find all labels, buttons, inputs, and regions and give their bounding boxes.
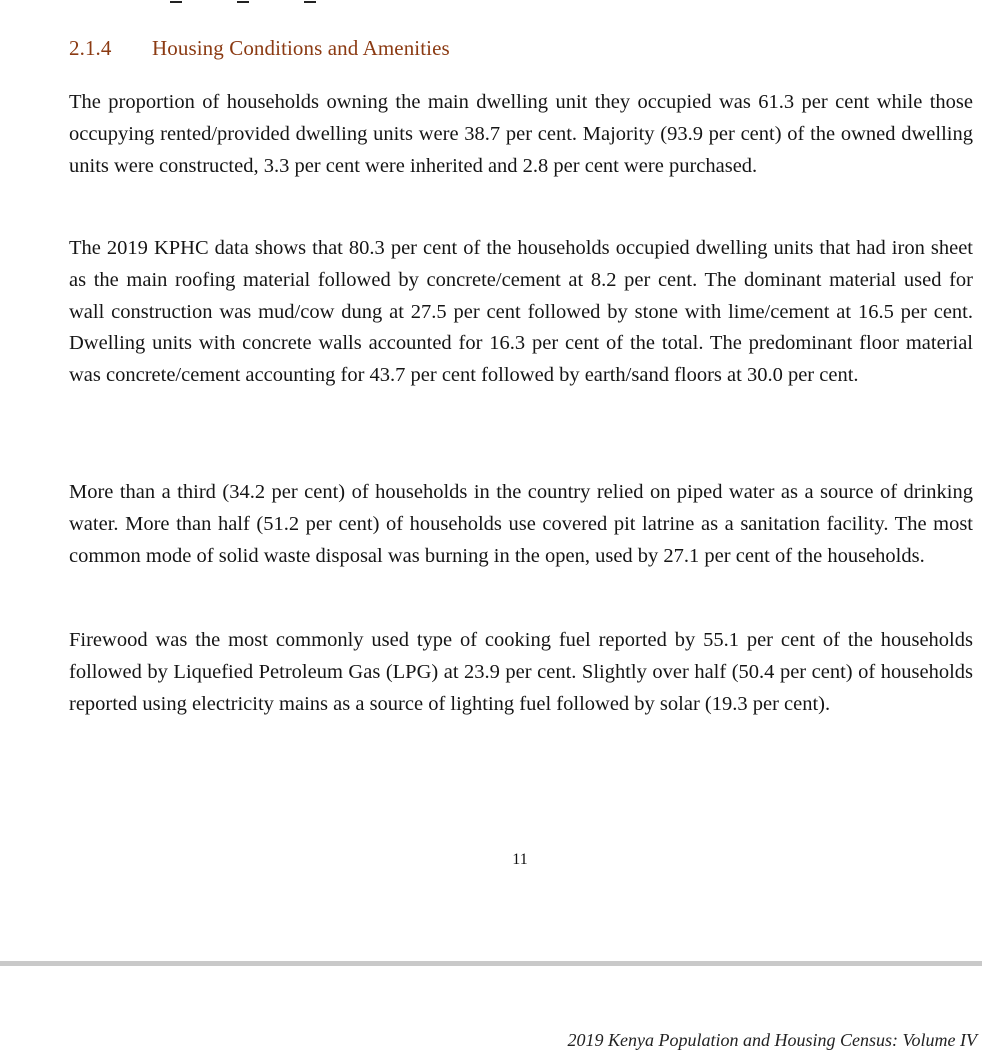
paragraph-energy: Firewood was the most commonly used type of cooking fuel reported by 55.1 per cent of the households followed by Liquefied Petroleum Gas (LPG) at 23.9 per cent. Slightly over half (50.4 per cent) of households reported using electricity mains as a source of lighting fuel followed by solar (19.3 per cent). (69, 629, 973, 715)
page-number: 11 (512, 851, 528, 868)
section-heading (69, 36, 450, 61)
cropped-previous-line (170, 0, 430, 6)
section-number: 2.1.4 (69, 36, 112, 60)
paragraph-water-sanitation: More than a third (34.2 per cent) of households in the country relied on piped water as a source of drinking water. More than half (51.2 per cent) of households use covered pit latrine as a sanitation facility. The most common mode of solid waste disposal was burning in the open, used by 27.1 per cent of the households. (69, 481, 973, 567)
paragraph-home-ownership: The proportion of households owning the main dwelling unit they occupied was 61.3 per cent while those occupying rented/provided dwelling units were 38.7 per cent. Majority (93.9 per cent) of the owned dwelling units were constructed, 3.3 per cent were inherited and 2.8 per cent were purchased. (69, 91, 973, 177)
paragraph-building-materials: The 2019 KPHC data shows that 80.3 per cent of the households occupied dwelling units that had iron sheet as the main roofing material followed by concrete/cement at 8.2 per cent. The dominant material used for wall construction was mud/cow dung at 27.5 per cent followed by stone with lime/cement at 16.5 per cent. Dwelling units with concrete walls accounted for 16.3 per cent of the total. The predominant floor material was concrete/cement accounting for 43.7 per cent followed by earth/sand floors at 30.0 per cent. (69, 237, 973, 387)
footer-divider (0, 961, 982, 966)
section-title: Housing Conditions and Amenities (152, 36, 450, 60)
footer-document-title: 2019 Kenya Population and Housing Census: Volume IV (567, 1030, 977, 1050)
